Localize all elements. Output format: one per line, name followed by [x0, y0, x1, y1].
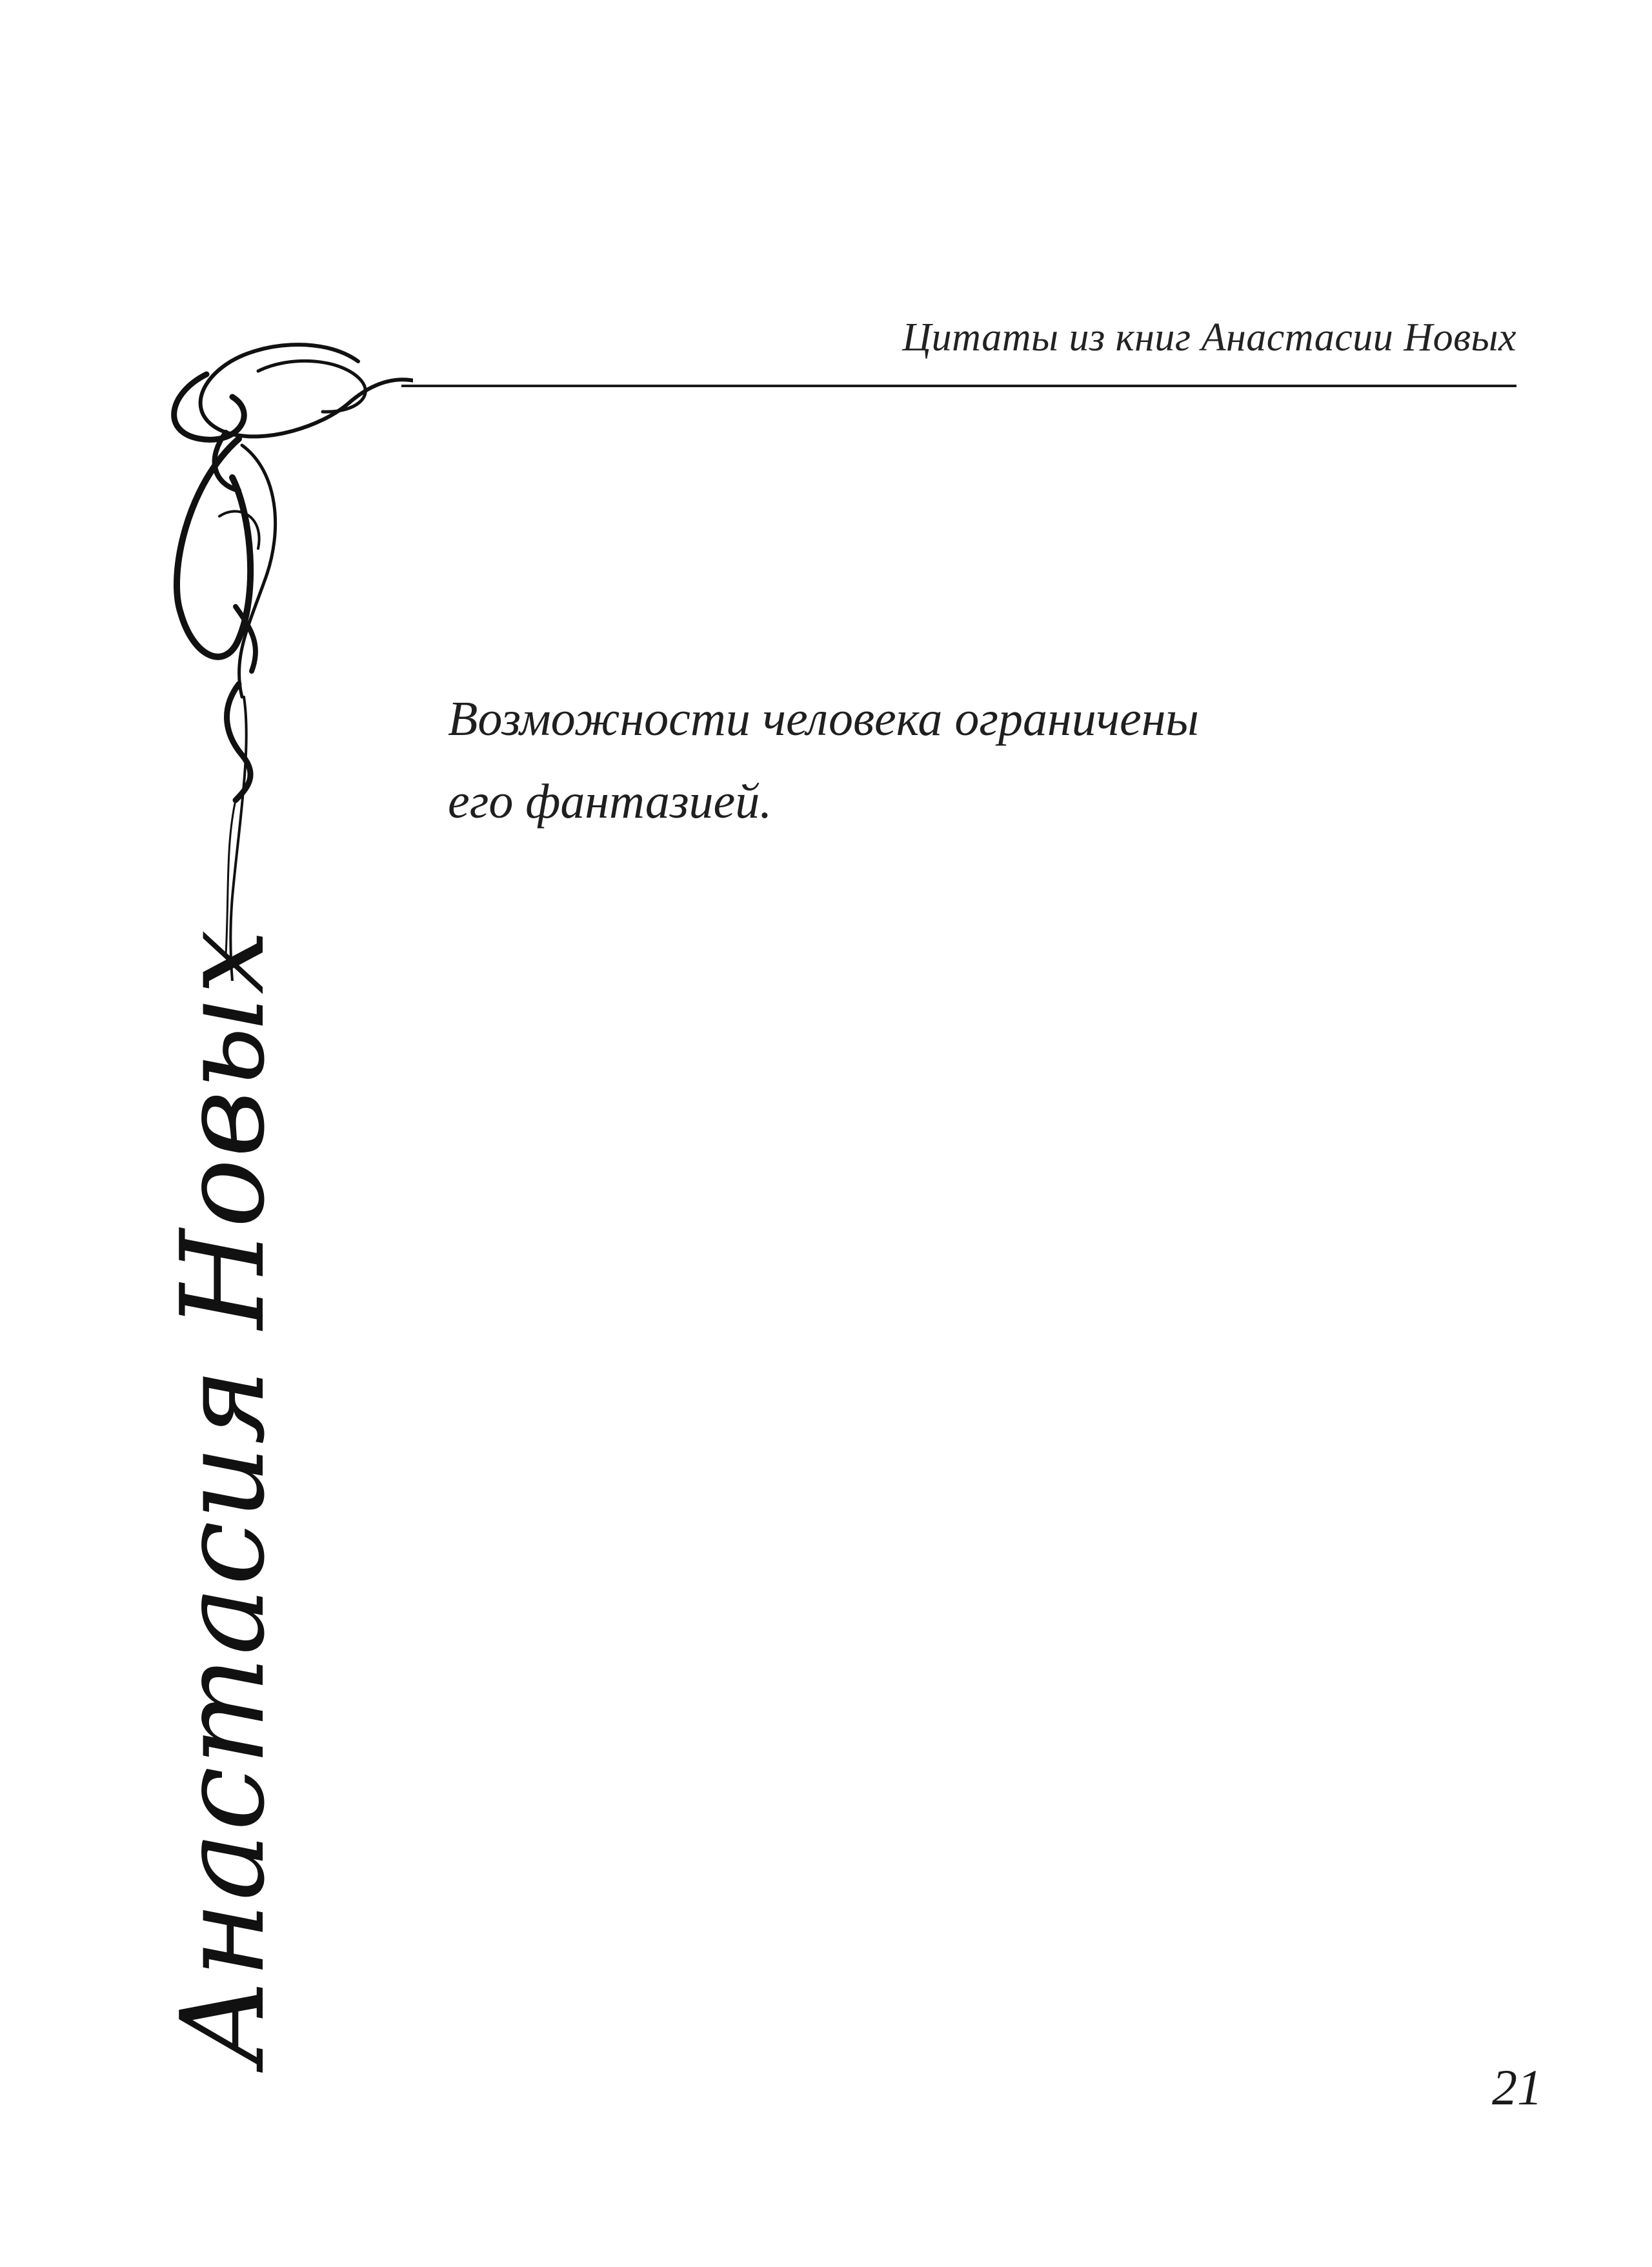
header-rule — [401, 385, 1516, 387]
quote-text — [448, 678, 1351, 843]
quote-line-1: Возможности человека ограничены — [448, 692, 1199, 746]
quote-line-2: его фантазией. — [448, 774, 772, 829]
author-name-vertical: Анастасия Новых — [156, 928, 290, 2066]
page-number: 21 — [1492, 2059, 1542, 2115]
running-header: Цитаты из книг Анастасии Новых — [902, 316, 1516, 359]
author-name-vertical-container — [148, 928, 297, 2066]
calligraphic-flourish-icon — [129, 336, 413, 981]
